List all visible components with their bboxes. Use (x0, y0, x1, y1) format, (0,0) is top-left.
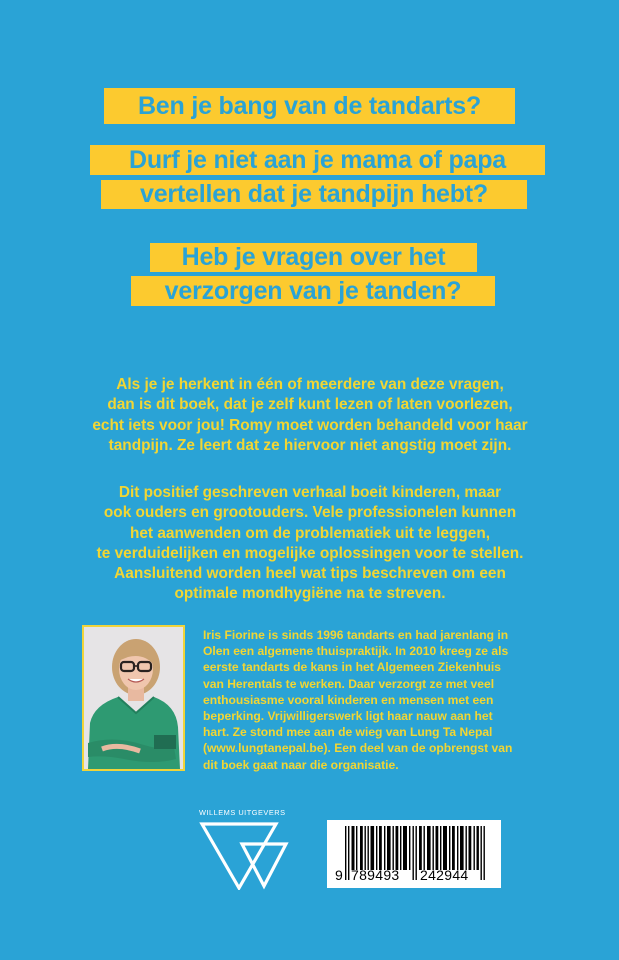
blurb-line: Dit positief geschreven verhaal boeit kinderen, maar (118, 484, 502, 501)
isbn-barcode (327, 820, 501, 888)
blurb-line: Als je je herkent in één of meerdere van deze vragen, (116, 376, 504, 393)
bio-line: (www.lungtanepal.be). Een deel van de opbrengst van (203, 741, 513, 756)
question-3-line-1: Heb je vragen over het (150, 243, 477, 272)
barcode-right-digits: 242944 (420, 867, 469, 883)
bio-line: dit boek gaat naar die organisatie. (203, 757, 399, 772)
blurb-line: optimale mondhygiëne na te streven. (174, 585, 446, 603)
author-photo (82, 625, 185, 771)
question-2-line-2: vertellen dat je tandpijn hebt? (101, 180, 527, 209)
blurb-line: ook ouders en grootouders. Vele professionelen kunnen (103, 504, 517, 522)
author-portrait-icon (84, 627, 183, 769)
bio-line: beperking. Vrijwilligerswerk ligt haar nauw aan het (203, 708, 493, 723)
blurb-line: echt iets voor jou! Romy moet worden behandeld voor haar (92, 416, 528, 434)
bio-line: Olen een algemene thuispraktijk. In 2010 kreeg ze als (203, 644, 509, 659)
blurb-line: te verduidelijken en mogelijke oplossingen voor te stellen. (96, 544, 524, 562)
bio-line: van Herentals te werken. Daar verzorgt ze met veel (203, 676, 495, 691)
author-bio (203, 627, 548, 773)
blurb-line: het aanwenden om de problematiek uit te leggen, (129, 524, 491, 542)
barcode-lead-digit: 9 (335, 867, 344, 883)
question-3-line-2: verzorgen van je tanden? (131, 276, 495, 306)
blurb-line: dan is dit boek, dat je zelf kunt lezen of laten voorlezen, (107, 396, 513, 414)
question-2-line-1: Durf je niet aan je mama of papa (90, 145, 545, 175)
bio-line: enthousiasme vooral kinderen en mensen met een (203, 692, 494, 707)
bio-line: eerste tandarts de kans in het Algemeen Ziekenhuis (203, 660, 501, 675)
barcode-left-digits: 789493 (351, 867, 400, 883)
blurb-paragraph-2 (70, 483, 550, 605)
triangles-logo-icon (198, 820, 290, 890)
blurb-line: Aansluitend worden heel wat tips beschreven om een (114, 565, 506, 583)
publisher-name: WILLEMS UITGEVERS (199, 808, 286, 817)
blurb-paragraph-1 (70, 375, 550, 456)
bio-line: hart. Ze stond mee aan de wieg van Lung Ta Nepal (203, 725, 493, 740)
blurb-line: tandpijn. Ze leert dat ze hiervoor niet angstig moet zijn. (108, 436, 512, 454)
bio-line: Iris Fiorine is sinds 1996 tandarts en had jarenlang in (203, 628, 509, 642)
question-1: Ben je bang van de tandarts? (104, 88, 515, 124)
